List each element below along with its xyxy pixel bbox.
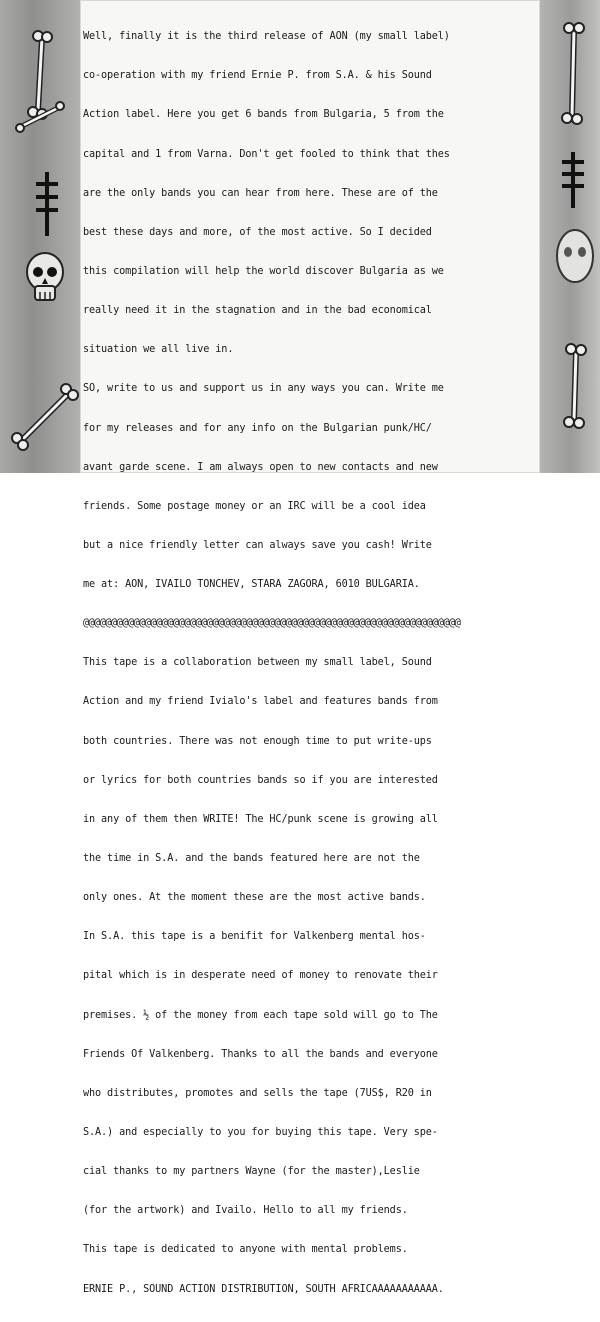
text-line: co-operation with my friend Ernie P. from S.A. & his Sound [83, 70, 432, 82]
text-line: S.A.) and especially to you for buying this tape. Very spe- [83, 1127, 438, 1139]
text-line: but a nice friendly letter can always save you cash! Write [83, 539, 432, 551]
text-line: (for the artwork) and Ivailo. Hello to all my friends. [83, 1205, 408, 1217]
text-line: This tape is dedicated to anyone with mental problems. [83, 1244, 408, 1256]
text-line: best these days and more, of the most active. So I decided [83, 226, 432, 238]
text-line: pital which is in desperate need of money to renovate their [83, 970, 438, 982]
text-line: friends. Some postage money or an IRC will be a cool idea [83, 500, 426, 512]
text-line: me at: AON, IVAILO TONCHEV, STARA ZAGORA, 6010 BULGARIA. [83, 579, 420, 591]
text-line: In S.A. this tape is a benifit for Valkenberg mental hos- [83, 931, 426, 943]
bone-icon-lower [10, 380, 80, 450]
text-line: avant garde scene. I am always open to new contacts and new [83, 461, 438, 473]
bone-fragment-icon [12, 96, 72, 136]
text-line: or lyrics for both countries bands so if you are interested [83, 774, 438, 786]
text-line: cial thanks to my partners Wayne (for the master),Leslie [83, 1166, 420, 1178]
text-line: premises. ½ of the money from each tape sold will go to The [83, 1009, 438, 1021]
text-line: Action label. Here you get 6 bands from Bulgaria, 5 from the [83, 109, 444, 121]
bone-icon-right-lower [556, 340, 596, 440]
text-line: only ones. At the moment these are the most active bands. [83, 892, 426, 904]
bone-icon-right [554, 20, 594, 130]
text-line: really need it in the stagnation and in the bad economical [83, 305, 432, 317]
text-line: This tape is a collaboration between my small label, Sound [83, 657, 432, 669]
text-line: capital and 1 from Varna. Don't get fooled to think that thes [83, 148, 450, 160]
cross-symbol-icon [30, 170, 64, 240]
text-line: in any of them then WRITE! The HC/punk scene is growing all [83, 813, 438, 825]
text-line: this compilation will help the world discover Bulgaria as we [83, 265, 444, 277]
cross-symbol-icon-right [556, 150, 590, 210]
text-line: ERNIE P., SOUND ACTION DISTRIBUTION, SOUTH AFRICAAAAAAAAAAA. [83, 1283, 444, 1295]
text-line: both countries. There was not enough time to put write-ups [83, 735, 432, 747]
skull-icon [20, 250, 70, 310]
text-line: Friends Of Valkenberg. Thanks to all the bands and everyone [83, 1048, 438, 1060]
text-line: Action and my friend Ivialo's label and features bands from [83, 696, 438, 708]
text-line: are the only bands you can hear from here. These are of the [83, 187, 438, 199]
skull-icon-right [552, 222, 598, 292]
text-line: the time in S.A. and the bands featured here are not the [83, 853, 420, 865]
text-line: Well, finally it is the third release of AON (my small label) [83, 31, 450, 43]
text-line: for my releases and for any info on the Bulgarian punk/HC/ [83, 422, 432, 434]
insert-text [83, 4, 539, 1322]
at-sign-divider: @@@@@@@@@@@@@@@@@@@@@@@@@@@@@@@@@@@@@@@@@@@@@@@@@@@@@@@@@@@@@@@@@@@ [83, 618, 461, 630]
text-line: situation we all live in. [83, 344, 234, 356]
text-line: who distributes, promotes and sells the tape (7US$, R20 in [83, 1087, 432, 1099]
text-line: SO, write to us and support us in any ways you can. Write me [83, 383, 444, 395]
